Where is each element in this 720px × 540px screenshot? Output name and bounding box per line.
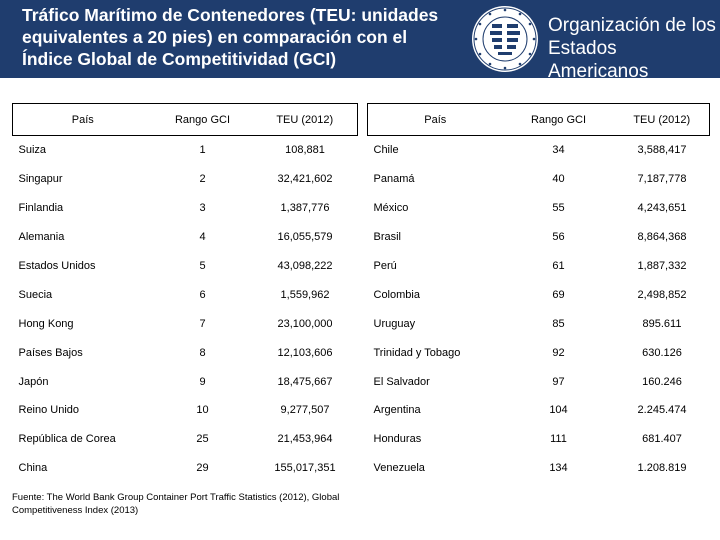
header-banner: [0, 0, 720, 82]
cell-teu: 43,098,222: [277, 260, 333, 272]
cell-gci-rank: 134: [549, 462, 568, 475]
table-row: [13, 338, 358, 367]
table-row: [368, 165, 710, 194]
table-row: [13, 367, 358, 396]
cell-teu: 160.246: [642, 375, 682, 388]
cell-country: Suecia: [18, 288, 53, 301]
cell-country: Panamá: [373, 173, 415, 186]
cell-teu: 23,100,000: [277, 317, 333, 330]
cell-country: Países Bajos: [18, 346, 83, 359]
cell-country: Venezuela: [373, 462, 425, 475]
cell-gci-rank: 2: [199, 173, 206, 186]
table-row: [13, 194, 358, 223]
table-row: [368, 396, 710, 425]
cell-teu: 1,887,332: [637, 260, 687, 272]
cell-teu: 16,055,579: [277, 231, 333, 244]
table-row: [368, 309, 710, 338]
organization-name: [548, 14, 718, 83]
cell-gci-rank: 40: [552, 173, 565, 186]
table-row: [13, 252, 358, 281]
org-name-line-1: Organización de los: [548, 15, 716, 36]
cell-gci-rank: 69: [552, 288, 565, 301]
table-header-row: [368, 104, 710, 136]
cell-teu: 8,864,368: [637, 231, 687, 244]
cell-gci-rank: 1: [199, 144, 206, 157]
cell-gci-rank: 5: [199, 260, 206, 272]
table-row: [13, 280, 358, 309]
cell-country: Singapur: [18, 173, 63, 186]
cell-country: Finlandia: [18, 202, 64, 215]
cell-country: Honduras: [373, 433, 422, 446]
table-row: [368, 280, 710, 309]
org-name-line-2: Estados Americanos: [548, 38, 649, 82]
cell-teu: 7,187,778: [637, 173, 687, 186]
cell-gci-rank: 85: [552, 317, 565, 330]
cell-gci-rank: 7: [199, 317, 206, 330]
column-header-country: País: [368, 104, 503, 136]
cell-country: Uruguay: [373, 317, 416, 330]
cell-country: China: [18, 462, 48, 475]
cell-teu: 12,103,606: [277, 346, 333, 359]
cell-teu: 3,588,417: [637, 144, 687, 157]
cell-teu: 21,453,964: [277, 433, 333, 446]
cell-gci-rank: 6: [199, 288, 206, 301]
cell-gci-rank: 29: [196, 462, 209, 475]
cell-gci-rank: 104: [549, 404, 568, 417]
table-row: [368, 252, 710, 281]
cell-teu: 630.126: [642, 346, 682, 359]
cell-gci-rank: 4: [199, 231, 206, 244]
cell-teu: 1,387,776: [280, 202, 330, 215]
column-header-gci-rank: Rango GCI: [503, 104, 615, 136]
table-row: [13, 136, 358, 165]
cell-gci-rank: 56: [552, 231, 565, 244]
cell-country: Brasil: [373, 231, 402, 244]
cell-gci-rank: 97: [552, 375, 565, 388]
cell-country: Perú: [373, 260, 397, 272]
table-row: [368, 194, 710, 223]
cell-teu: 1.208.819: [637, 462, 687, 475]
cell-teu: 32,421,602: [277, 173, 333, 186]
cell-teu: 18,475,667: [277, 375, 333, 388]
cell-gci-rank: 3: [199, 202, 206, 215]
source-note: Fuente: The World Bank Group Container Port Traffic Statistics (2012), Global Competitiveness Index (2013): [12, 492, 340, 516]
cell-country: Argentina: [373, 404, 421, 417]
cell-teu: 1,559,962: [280, 288, 330, 301]
cell-country: Suiza: [18, 144, 47, 157]
table-row: [13, 223, 358, 252]
table-row: [13, 165, 358, 194]
cell-country: Trinidad y Tobago: [373, 346, 461, 359]
cell-teu: 108,881: [285, 144, 325, 157]
table-right: [367, 103, 710, 483]
table-row: [368, 454, 710, 483]
cell-country: Hong Kong: [18, 317, 74, 330]
cell-country: Alemania: [18, 231, 65, 244]
cell-gci-rank: 61: [552, 260, 565, 272]
table-row: [13, 309, 358, 338]
table-left: [12, 103, 358, 483]
cell-teu: 4,243,651: [637, 202, 687, 215]
cell-teu: 681.407: [642, 433, 682, 446]
cell-country: Japón: [18, 375, 49, 388]
column-header-teu: TEU (2012): [615, 104, 710, 136]
cell-gci-rank: 8: [199, 346, 206, 359]
oas-seal-icon: [470, 4, 540, 74]
table-row: [13, 425, 358, 454]
cell-teu: 2,498,852: [637, 288, 687, 301]
cell-teu: 895.611: [642, 317, 682, 330]
cell-country: El Salvador: [373, 375, 430, 388]
column-header-country: País: [13, 104, 153, 136]
table-row: [368, 367, 710, 396]
table-row: [368, 338, 710, 367]
cell-country: México: [373, 202, 409, 215]
cell-country: Estados Unidos: [18, 260, 96, 272]
cell-gci-rank: 111: [550, 433, 567, 446]
table-row: [13, 396, 358, 425]
table-row: [368, 425, 710, 454]
cell-country: República de Corea: [18, 433, 116, 446]
cell-gci-rank: 9: [199, 375, 206, 388]
cell-teu: 9,277,507: [280, 404, 330, 417]
cell-country: Chile: [373, 144, 399, 157]
cell-country: Colombia: [373, 288, 420, 301]
cell-teu: 2.245.474: [637, 404, 687, 417]
table-row: [13, 454, 358, 483]
table-header-row: [13, 104, 358, 136]
cell-gci-rank: 34: [552, 144, 565, 157]
cell-gci-rank: 25: [196, 433, 209, 446]
cell-gci-rank: 55: [552, 202, 565, 215]
table-row: [368, 223, 710, 252]
cell-teu: 155,017,351: [274, 462, 336, 475]
cell-gci-rank: 10: [196, 404, 209, 417]
cell-gci-rank: 92: [552, 346, 565, 359]
cell-country: Reino Unido: [18, 404, 80, 417]
table-row: [368, 136, 710, 165]
column-header-gci-rank: Rango GCI: [153, 104, 253, 136]
column-header-teu: TEU (2012): [253, 104, 358, 136]
page-title: Tráfico Marítimo de Contenedores (TEU: unidades equivalentes a 20 pies) en comparación con el Índice Global de Competitividad (GCI): [22, 5, 439, 69]
